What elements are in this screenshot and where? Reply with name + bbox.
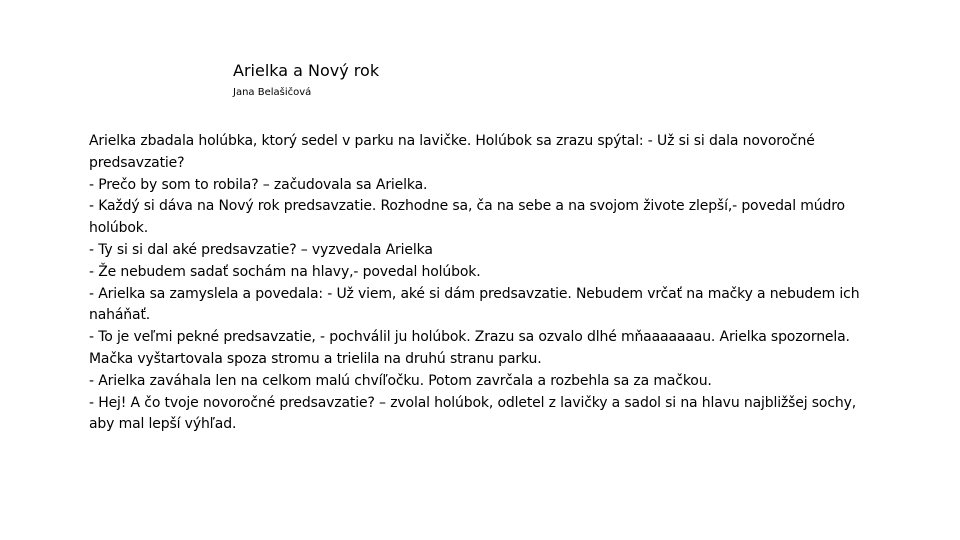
story-paragraph: - Ty si si dal aké predsavzatie? – vyzvedala Arielka <box>89 241 433 258</box>
story-paragraph: - Prečo by som to robila? – začudovala sa Arielka. <box>89 176 428 193</box>
story-paragraph: - Arielka zaváhala len na celkom malú chvíľočku. Potom zavrčala a rozbehla sa za mačkou. <box>89 372 712 389</box>
story-body <box>89 131 879 436</box>
story-paragraph: - Že nebudem sadať sochám na hlavy,- povedal holúbok. <box>89 263 481 280</box>
story-paragraph: - Arielka sa zamyslela a povedala: - Už viem, aké si dám predsavzatie. Nebudem vrčať na mačky a nebudem ich naháňať. <box>89 285 860 324</box>
story-author: Jana Belašičová <box>233 87 312 98</box>
story-paragraph: - Každý si dáva na Nový rok predsavzatie. Rozhodne sa, ča na sebe a na svojom živote zlepší,- povedal múdro holúbok. <box>89 198 845 237</box>
title-block <box>233 60 379 100</box>
story-paragraph: - To je veľmi pekné predsavzatie, - pochválil ju holúbok. Zrazu sa ozvalo dlhé mňaaaaaaau. Arielka spozornela. Mačka vyštartovala spoza stromu a trielila na druhú stranu parku. <box>89 329 850 367</box>
story-title: Arielka a Nový rok <box>233 61 380 80</box>
story-paragraph: Arielka zbadala holúbka, ktorý sedel v parku na lavičke. Holúbok sa zrazu spýtal: - Už si si dala novoročné predsavzatie? <box>89 133 815 171</box>
story-paragraph: - Hej! A čo tvoje novoročné predsavzatie? – zvolal holúbok, odletel z lavičky a sadol si na hlavu najbližšej sochy, aby mal lepší výhľad. <box>89 394 857 433</box>
